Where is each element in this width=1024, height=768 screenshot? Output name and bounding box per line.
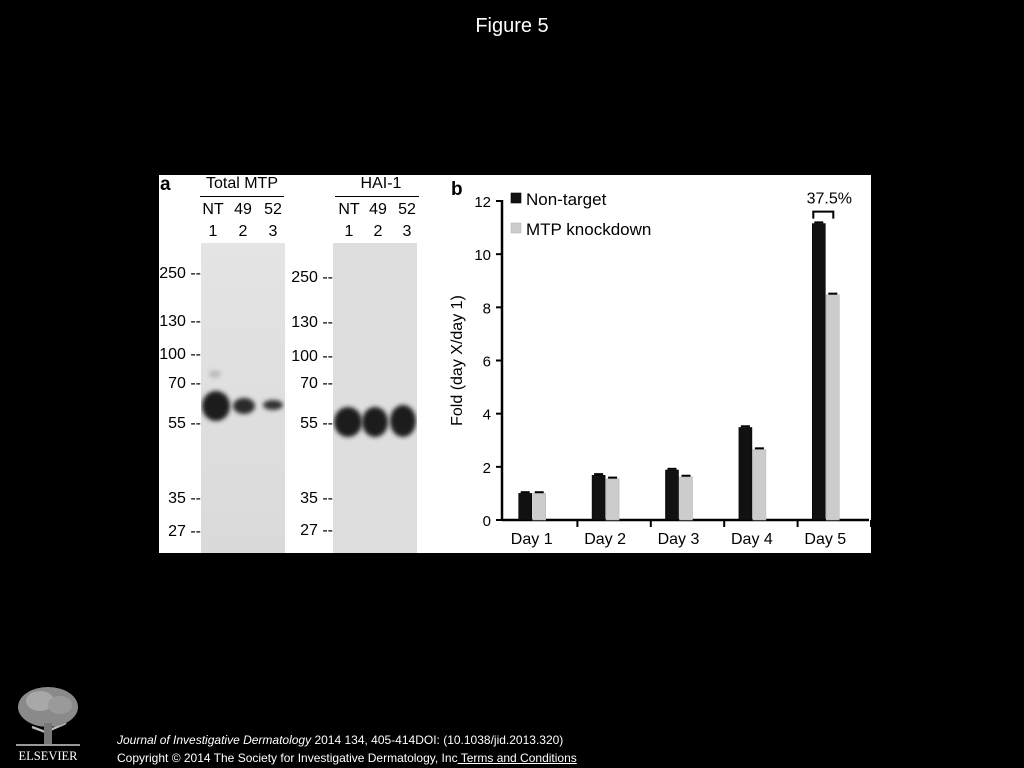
footer-citation (117, 731, 577, 767)
journal-name: Journal of Investigative Dermatology (117, 733, 312, 747)
y-tick-label: 6 (482, 353, 491, 371)
bar-mtp-knockdown-1 (533, 493, 546, 520)
blot-2-lane-3-bottom: 3 (402, 223, 412, 240)
y-tick-label: 0 (482, 513, 491, 530)
bar-non-target-3 (666, 470, 679, 520)
y-tick-label: 10 (474, 247, 491, 265)
band-lane-2 (233, 398, 255, 414)
marker-70-right: 70 -- (300, 375, 333, 392)
marker-130-left: 130 -- (159, 313, 201, 330)
blot-2-title: HAI-1 (360, 175, 402, 192)
figure-panel (159, 175, 871, 553)
annotation-label: 37.5% (806, 190, 852, 208)
bar-mtp-knockdown-5 (826, 295, 839, 520)
blot-total-mtp-image (201, 243, 285, 553)
blot-1-lane-1-bottom: 1 (208, 223, 218, 240)
blot-1-lane-2-top: 49 (234, 201, 252, 218)
blot-1-title: Total MTP (205, 175, 278, 192)
y-tick-label: 12 (474, 194, 491, 211)
legend-swatch-mtp-knockdown (511, 223, 521, 233)
blot-2-lane-1-bottom: 1 (344, 223, 354, 240)
svg-text:ELSEVIER: ELSEVIER (18, 749, 78, 763)
blot-2-lane-1-top: NT (338, 201, 360, 218)
band-faint (209, 370, 221, 378)
band-lane-3 (263, 400, 283, 410)
x-tick-label: Day 1 (510, 531, 553, 548)
legend-swatch-non-target (511, 193, 521, 203)
band-lane-2 (362, 407, 388, 437)
bar-mtp-knockdown-4 (753, 450, 766, 520)
blot-hai1-image (333, 243, 417, 553)
x-tick-label: Day 4 (731, 531, 773, 548)
terms-link[interactable]: Terms and Conditions (457, 751, 577, 765)
blot-1-lane-2-bottom: 2 (238, 223, 248, 240)
blot-1-lane-1-top: NT (202, 201, 224, 218)
blot-1-lane-3-bottom: 3 (268, 223, 278, 240)
x-tick-label: Day 5 (804, 531, 847, 548)
band-lane-1 (334, 407, 362, 437)
x-tick-label: Day 3 (657, 531, 700, 548)
legend-label-non-target: Non-target (526, 190, 607, 209)
bar-mtp-knockdown-3 (680, 477, 693, 520)
marker-27-right: 27 -- (300, 522, 333, 539)
marker-250-left: 250 -- (159, 265, 201, 282)
bar-chart (439, 175, 871, 553)
legend-label-mtp-knockdown: MTP knockdown (526, 220, 652, 239)
panel-b-letter: b (451, 179, 463, 200)
blot-2-lane-2-bottom: 2 (373, 223, 383, 240)
panel-a-letter: a (160, 175, 171, 195)
y-tick-label: 2 (482, 459, 491, 477)
marker-100-left: 100 -- (159, 346, 201, 363)
band-lane-1 (202, 391, 230, 421)
x-tick-label: Day 2 (584, 531, 626, 548)
marker-35-right: 35 -- (300, 490, 333, 507)
blot-2-rule (335, 196, 419, 197)
band-lane-3 (390, 405, 416, 437)
marker-100-right: 100 -- (291, 348, 333, 365)
marker-55-right: 55 -- (300, 415, 333, 432)
blot-2-lane-2-top: 49 (369, 201, 387, 218)
marker-55-left: 55 -- (168, 415, 201, 432)
bar-non-target-2 (592, 475, 605, 520)
copyright-text: Copyright © 2014 The Society for Investigative Dermatology, Inc (117, 751, 458, 765)
citation-text: 2014 134, 405-414DOI: (10.1038/jid.2013.320) (311, 733, 564, 747)
blot-1-lane-3-top: 52 (264, 201, 282, 218)
slide-title: Figure 5 (475, 15, 549, 37)
y-axis-label: Fold (day X/day 1) (449, 295, 466, 426)
blot-2-lane-3-top: 52 (398, 201, 416, 218)
marker-35-left: 35 -- (168, 490, 201, 507)
bar-mtp-knockdown-2 (606, 479, 619, 520)
annotation-bracket (813, 212, 833, 219)
marker-250-right: 250 -- (291, 269, 333, 286)
bar-non-target-1 (519, 493, 532, 520)
y-tick-label: 4 (482, 406, 491, 424)
blot-1-rule (200, 196, 284, 197)
marker-130-right: 130 -- (291, 314, 333, 331)
y-tick-label: 8 (482, 300, 491, 318)
marker-70-left: 70 -- (168, 375, 201, 392)
elsevier-logo (10, 683, 86, 763)
bar-non-target-4 (739, 427, 752, 520)
bar-non-target-5 (812, 224, 825, 520)
marker-27-left: 27 -- (168, 523, 201, 540)
